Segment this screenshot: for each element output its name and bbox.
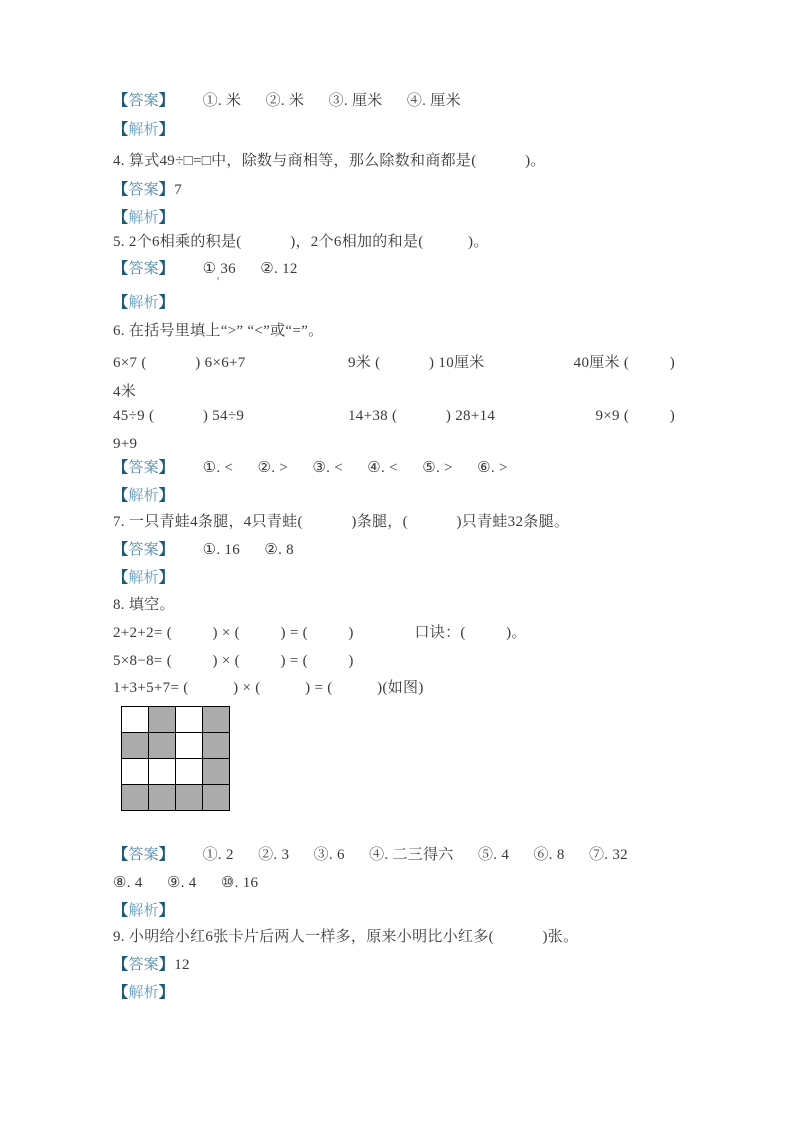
bracket-close: 】: [158, 295, 175, 311]
bracket-close: 】: [158, 460, 175, 476]
answer-line-q3: [113, 93, 461, 110]
bracket-close: 】: [158, 542, 175, 558]
answer-label-text: 答案: [128, 182, 159, 198]
analysis-line-q7: [113, 570, 174, 587]
grid-cell: [149, 785, 175, 810]
bracket-open: 【: [113, 210, 129, 226]
compare-expression: 6×7 ( ) 6×6+7: [113, 355, 246, 371]
q8-figure-grid: [121, 706, 230, 811]
answer-values: 12: [174, 957, 190, 973]
analysis-label-text: 解析: [128, 985, 159, 1001]
compare-expression: 4米: [113, 384, 137, 400]
analysis-label-text: 解析: [128, 210, 159, 226]
answer-label-text: 答案: [128, 542, 159, 558]
q6-compare-row-1-cont: [113, 384, 136, 401]
answer-line-q5: [113, 261, 298, 278]
bracket-close: 】: [158, 261, 175, 277]
compare-expression: 9米 ( ) 10厘米: [348, 355, 485, 371]
bracket-open: 【: [113, 488, 129, 504]
q8-blank-line-3: [113, 680, 424, 697]
analysis-label-text: 解析: [128, 903, 159, 919]
question-text: 8. 填空。: [113, 597, 175, 613]
bracket-open: 【: [113, 182, 129, 198]
answer-label-text: 答案: [128, 847, 159, 863]
grid-cell: [203, 707, 229, 732]
grid-cell: [203, 733, 229, 758]
bracket-open: 【: [113, 957, 129, 973]
analysis-line-q9: [113, 985, 174, 1002]
question-text: 5. 2个6相乘的积是( )，2个6相加的和是( )。: [113, 234, 489, 250]
bracket-close: 】: [158, 210, 175, 226]
stray-scan-mark: ': [217, 274, 220, 288]
answer-line-q4: [113, 182, 182, 199]
analysis-line-q6: [113, 488, 174, 505]
answer-values: 7: [174, 182, 183, 198]
compare-expression: 9+9: [113, 436, 138, 452]
analysis-line-q3: [113, 122, 174, 139]
bracket-open: 【: [113, 903, 129, 919]
q6-compare-row-2: [113, 408, 675, 425]
compare-expression: 40厘米 ( ): [573, 355, 675, 371]
q8-blank-line-1: [113, 625, 527, 642]
compare-expression: 9×9 ( ): [595, 408, 675, 424]
bracket-close: 】: [158, 985, 175, 1001]
analysis-line-q8: [113, 903, 174, 920]
fill-blank-expression: 2+2+2= ( ) × ( ) = ( ) 口诀：( )。: [113, 625, 527, 641]
question-4-text: [113, 153, 546, 170]
question-6-text: [113, 323, 323, 340]
grid-cell: [176, 759, 202, 784]
answer-line-q8: [113, 847, 628, 864]
answer-line-q7: [113, 542, 294, 559]
bracket-close: 】: [158, 957, 175, 973]
question-text: 7. 一只青蛙4条腿，4只青蛙( )条腿，( )只青蛙32条腿。: [113, 514, 570, 530]
compare-expression: 14+38 ( ) 28+14: [348, 408, 496, 424]
bracket-open: 【: [113, 985, 129, 1001]
q8-blank-line-2: [113, 653, 354, 670]
answer-values: ① 36 ②. 12: [174, 261, 298, 277]
answer-values: ①. 16 ②. 8: [174, 542, 294, 558]
bracket-close: 】: [158, 903, 175, 919]
fill-blank-expression: 1+3+5+7= ( ) × ( ) = ( )(如图): [113, 680, 424, 696]
analysis-line-q5: [113, 295, 174, 312]
question-text: 4. 算式49÷□=□中，除数与商相等，那么除数和商都是( )。: [113, 153, 546, 169]
q6-compare-row-2-cont: [113, 436, 137, 453]
grid-cell: [203, 785, 229, 810]
analysis-label-text: 解析: [128, 488, 159, 504]
analysis-label-text: 解析: [128, 122, 159, 138]
compare-expression: 45÷9 ( ) 54÷9: [113, 408, 245, 424]
answer-line-q6: [113, 460, 508, 477]
grid-cell: [176, 785, 202, 810]
answer-line-q8-cont: [113, 875, 258, 892]
bracket-open: 【: [113, 460, 129, 476]
bracket-close: 】: [158, 847, 175, 863]
bracket-open: 【: [113, 542, 129, 558]
analysis-label-text: 解析: [128, 295, 159, 311]
answer-label-text: 答案: [128, 93, 159, 109]
grid-cell: [149, 707, 175, 732]
answer-line-q9: [113, 957, 190, 974]
answer-label-text: 答案: [128, 460, 159, 476]
question-5-text: [113, 234, 489, 251]
grid-cell: [122, 759, 148, 784]
grid-cell: [203, 759, 229, 784]
q6-compare-row-1: [113, 355, 675, 372]
grid-cell: [149, 733, 175, 758]
grid-cell: [122, 707, 148, 732]
grid-cell: [122, 785, 148, 810]
answer-label-text: 答案: [128, 261, 159, 277]
bracket-open: 【: [113, 93, 129, 109]
bracket-open: 【: [113, 261, 129, 277]
answer-values: ⑧. 4 ⑨. 4 ⑩. 16: [113, 875, 259, 891]
answer-values: ①. 米 ②. 米 ③. 厘米 ④. 厘米: [174, 93, 461, 109]
grid-cell: [176, 707, 202, 732]
analysis-label-text: 解析: [128, 570, 159, 586]
grid-cell: [176, 733, 202, 758]
question-text: 6. 在括号里填上“>” “<”或“=”。: [113, 323, 324, 339]
analysis-line-q4: [113, 210, 174, 227]
answer-values: ①. 2 ②. 3 ③. 6 ④. 二三得六 ⑤. 4 ⑥. 8 ⑦. 32: [174, 847, 628, 863]
question-7-text: [113, 514, 569, 531]
bracket-open: 【: [113, 570, 129, 586]
question-9-text: [113, 929, 578, 946]
grid-cell: [122, 733, 148, 758]
bracket-close: 】: [158, 182, 175, 198]
answer-label-text: 答案: [128, 957, 159, 973]
bracket-close: 】: [158, 122, 175, 138]
answer-values: ①. < ②. > ③. < ④. < ⑤. > ⑥. >: [174, 460, 508, 476]
grid-cell: [149, 759, 175, 784]
bracket-open: 【: [113, 122, 129, 138]
bracket-open: 【: [113, 295, 129, 311]
question-8-text: [113, 597, 175, 614]
bracket-close: 】: [158, 488, 175, 504]
bracket-close: 】: [158, 570, 175, 586]
fill-blank-expression: 5×8−8= ( ) × ( ) = ( ): [113, 653, 354, 669]
bracket-open: 【: [113, 847, 129, 863]
bracket-close: 】: [158, 93, 175, 109]
question-text: 9. 小明给小红6张卡片后两人一样多，原来小明比小红多( )张。: [113, 929, 579, 945]
